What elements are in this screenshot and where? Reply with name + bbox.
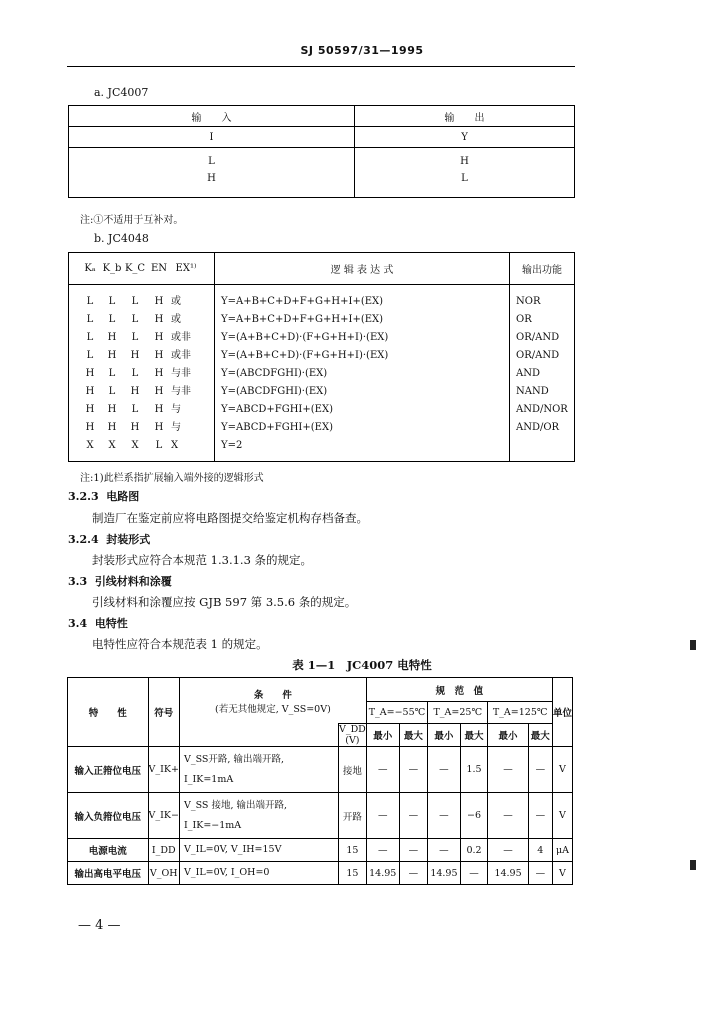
logic-expression: Y=(ABCDFGHI)·(EX) bbox=[221, 368, 328, 379]
k-value: L bbox=[131, 332, 139, 343]
k-value: L bbox=[86, 314, 94, 325]
characteristic: 输入负箝位电压 bbox=[68, 793, 149, 839]
k-value: L bbox=[86, 296, 94, 307]
table-c-header-t2: T_A=25℃ bbox=[428, 702, 488, 724]
ex-value: 与 bbox=[171, 404, 181, 415]
k-value: H bbox=[107, 350, 117, 361]
k-value: H bbox=[130, 350, 140, 361]
spec-value: 1.5 bbox=[460, 747, 488, 793]
unit: V bbox=[552, 793, 572, 839]
ex-value: 与非 bbox=[171, 368, 191, 379]
output-function bbox=[516, 437, 574, 455]
k-value: H bbox=[85, 422, 95, 433]
vdd-value: 接地 bbox=[338, 747, 366, 793]
output-function: AND bbox=[516, 368, 540, 379]
k-value: L bbox=[131, 404, 139, 415]
logic-expression: Y=(A+B+C+D)·(F+G+H+I)·(EX) bbox=[221, 332, 389, 343]
spec-value: — bbox=[366, 839, 399, 862]
cond-subtitle: (若无其他规定, V_SS=0V) bbox=[215, 703, 331, 715]
characteristic: 输出高电平电压 bbox=[68, 862, 149, 885]
characteristic: 电源电流 bbox=[68, 839, 149, 862]
spec-value: — bbox=[488, 747, 528, 793]
table-c bbox=[67, 677, 573, 885]
table-b-k-row bbox=[69, 293, 214, 311]
table-b-k-column bbox=[69, 285, 215, 462]
ex-label: EX¹⁾ bbox=[175, 263, 197, 274]
output-function: NAND bbox=[516, 386, 549, 397]
symbol: V_OH bbox=[148, 862, 179, 885]
k-value: H bbox=[154, 404, 164, 415]
scan-mark bbox=[690, 860, 696, 870]
table-c-header-char: 特 性 bbox=[68, 678, 149, 747]
k-value: H bbox=[85, 368, 95, 379]
table-b-header-expr: 逻 辑 表 达 式 bbox=[215, 253, 510, 285]
symbol: V_IK− bbox=[148, 793, 179, 839]
table-a-cell: H bbox=[460, 155, 469, 167]
k-value: L bbox=[108, 314, 116, 325]
section-number: 3.4 bbox=[68, 617, 88, 630]
spec-value: 14.95 bbox=[366, 862, 399, 885]
table-c-header-t3: T_A=125℃ bbox=[488, 702, 553, 724]
logic-expression: Y=(ABCDFGHI)·(EX) bbox=[221, 386, 328, 397]
vdd-value: 15 bbox=[338, 839, 366, 862]
header-min: 最小 bbox=[428, 724, 461, 747]
table-b-func-column bbox=[510, 285, 575, 462]
table-a-header-output: 输 出 bbox=[355, 106, 575, 127]
symbol: I_DD bbox=[148, 839, 179, 862]
condition bbox=[179, 747, 338, 793]
table-a-output-cell bbox=[355, 148, 575, 198]
ex-value: X bbox=[171, 440, 179, 451]
k-value: L bbox=[108, 386, 116, 397]
table-b-k-row bbox=[69, 347, 214, 365]
section-3-2-3 bbox=[68, 488, 139, 504]
table-b-k-row bbox=[69, 383, 214, 401]
k-value: H bbox=[154, 314, 164, 325]
characteristic: 输入正箝位电压 bbox=[68, 747, 149, 793]
logic-expression: Y=(A+B+C+D)·(F+G+H+I)·(EX) bbox=[221, 350, 389, 361]
table-row bbox=[68, 862, 573, 885]
section-title: 引线材料和涂覆 bbox=[94, 575, 172, 588]
k-value: H bbox=[130, 422, 140, 433]
condition bbox=[179, 862, 338, 885]
spec-value: — bbox=[460, 862, 488, 885]
table-a bbox=[68, 105, 575, 198]
spec-value: — bbox=[399, 862, 428, 885]
unit: V bbox=[552, 862, 572, 885]
table-a-subheader-i: I bbox=[69, 127, 355, 148]
logic-expression: Y=ABCD+FGHI+(EX) bbox=[221, 422, 333, 433]
unit: V bbox=[552, 747, 572, 793]
condition-line: V_SS 接地, 输出端开路, bbox=[183, 799, 288, 811]
table-a-note: 注:①不适用于互补对。 bbox=[80, 215, 184, 226]
logic-expression: Y=A+B+C+D+F+G+H+I+(EX) bbox=[221, 314, 384, 325]
k-b-label: K_b bbox=[102, 263, 122, 274]
table-b-caption: b. JC4048 bbox=[94, 232, 149, 245]
k-value: H bbox=[154, 386, 164, 397]
k-value: H bbox=[154, 422, 164, 433]
output-function: AND/OR bbox=[516, 422, 560, 433]
page-number: — 4 — bbox=[78, 918, 121, 933]
table-row bbox=[68, 839, 573, 862]
spec-value: — bbox=[428, 747, 461, 793]
table-c-header-sym: 符号 bbox=[148, 678, 179, 747]
k-value: L bbox=[131, 368, 139, 379]
condition-line: I_IK=1mA bbox=[183, 773, 234, 785]
spec-value: — bbox=[528, 793, 552, 839]
section-number: 3.2.3 bbox=[68, 490, 99, 503]
spec-value: — bbox=[366, 747, 399, 793]
output-function: AND/NOR bbox=[516, 404, 568, 415]
ex-value: 或非 bbox=[171, 332, 191, 343]
spec-value: — bbox=[399, 839, 428, 862]
cond-title: 条 件 bbox=[253, 689, 292, 701]
table-c-header-unit: 单位 bbox=[552, 678, 572, 747]
section-body: 引线材料和涂覆应按 GJB 597 第 3.5.6 条的规定。 bbox=[92, 595, 357, 609]
k-value: X bbox=[108, 440, 116, 451]
vdd-label: V_DD bbox=[338, 724, 366, 735]
section-number: 3.2.4 bbox=[68, 533, 99, 546]
condition bbox=[179, 793, 338, 839]
k-value: L bbox=[155, 440, 163, 451]
header-max: 最大 bbox=[528, 724, 552, 747]
k-value: L bbox=[108, 368, 116, 379]
table-c-header-vdd bbox=[338, 724, 366, 747]
spec-value: 4 bbox=[528, 839, 552, 862]
condition bbox=[179, 839, 338, 862]
output-function: NOR bbox=[516, 296, 541, 307]
unit: μA bbox=[552, 839, 572, 862]
table-c-cond-spacer bbox=[179, 724, 338, 747]
vdd-value: 开路 bbox=[338, 793, 366, 839]
spec-value: — bbox=[528, 747, 552, 793]
ex-value: 或非 bbox=[171, 350, 191, 361]
k-value: L bbox=[131, 296, 139, 307]
spec-value: 14.95 bbox=[428, 862, 461, 885]
output-function: OR/AND bbox=[516, 350, 560, 361]
k-value: L bbox=[131, 314, 139, 325]
table-a-subheader-y: Y bbox=[355, 127, 575, 148]
table-b-k-row bbox=[69, 419, 214, 437]
condition-line: V_IL=0V, V_IH=15V bbox=[183, 844, 282, 855]
table-c-header-spec: 规 范 值 bbox=[366, 678, 552, 702]
table-c-header-cond bbox=[179, 678, 366, 724]
spec-value: — bbox=[428, 839, 461, 862]
spec-value: 14.95 bbox=[488, 862, 528, 885]
condition-line: V_SS开路, 输出端开路, bbox=[183, 753, 284, 765]
output-function: OR/AND bbox=[516, 332, 560, 343]
table-c-title: 表 1—1 JC4007 电特性 bbox=[292, 658, 432, 672]
ex-value: 或 bbox=[171, 296, 181, 307]
scan-mark bbox=[690, 640, 696, 650]
spec-value: — bbox=[528, 862, 552, 885]
spec-value: — bbox=[399, 793, 428, 839]
k-value: X bbox=[131, 440, 139, 451]
k-value: X bbox=[86, 440, 94, 451]
header-max: 最大 bbox=[460, 724, 488, 747]
header-max: 最大 bbox=[399, 724, 428, 747]
table-b-expr-column bbox=[215, 285, 510, 462]
k-value: H bbox=[85, 386, 95, 397]
condition-line: I_IK=−1mA bbox=[183, 819, 242, 831]
table-b-k-row bbox=[69, 437, 214, 455]
table-a-cell: H bbox=[207, 172, 216, 184]
table-b bbox=[68, 252, 575, 462]
vdd-value: 15 bbox=[338, 862, 366, 885]
vdd-unit: (V) bbox=[345, 735, 360, 746]
section-title: 电特性 bbox=[94, 617, 128, 630]
table-a-caption: a. JC4007 bbox=[94, 86, 149, 99]
header-rule bbox=[67, 66, 575, 67]
k-value: H bbox=[107, 404, 117, 415]
table-a-header-input: 输 入 bbox=[69, 106, 355, 127]
section-number: 3.3 bbox=[68, 575, 88, 588]
k-value: H bbox=[154, 350, 164, 361]
ex-value: 与 bbox=[171, 422, 181, 433]
table-c-header-t1: T_A=−55℃ bbox=[366, 702, 427, 724]
k-value: H bbox=[130, 386, 140, 397]
k-value: H bbox=[85, 404, 95, 415]
spec-value: — bbox=[488, 839, 528, 862]
spec-value: — bbox=[428, 793, 461, 839]
spec-value: — bbox=[399, 747, 428, 793]
logic-expression: Y=ABCD+FGHI+(EX) bbox=[221, 404, 333, 415]
table-b-k-row bbox=[69, 401, 214, 419]
k-value: H bbox=[154, 296, 164, 307]
section-body: 电特性应符合本规范表 1 的规定。 bbox=[92, 637, 268, 651]
logic-expression: Y=A+B+C+D+F+G+H+I+(EX) bbox=[221, 296, 384, 307]
en-label: EN bbox=[150, 263, 168, 274]
table-b-k-row bbox=[69, 365, 214, 383]
section-3-2-4 bbox=[68, 531, 150, 547]
table-b-k-row bbox=[69, 329, 214, 347]
table-b-k-row bbox=[69, 311, 214, 329]
spec-value: — bbox=[366, 793, 399, 839]
symbol: V_IK+ bbox=[148, 747, 179, 793]
k-value: L bbox=[108, 296, 116, 307]
k-value: L bbox=[86, 350, 94, 361]
k-value: H bbox=[154, 332, 164, 343]
section-body: 制造厂在鉴定前应将电路图提交给鉴定机构存档备查。 bbox=[92, 511, 368, 525]
table-b-header-k bbox=[69, 253, 215, 285]
k-c-label: K_C bbox=[124, 263, 146, 274]
logic-expression: Y=2 bbox=[221, 440, 243, 451]
spec-value: — bbox=[488, 793, 528, 839]
condition-line: V_IL=0V, I_OH=0 bbox=[183, 867, 270, 878]
section-3-4 bbox=[68, 615, 128, 631]
k-value: H bbox=[107, 422, 117, 433]
ex-value: 与非 bbox=[171, 386, 191, 397]
section-title: 电路图 bbox=[106, 490, 140, 503]
table-row bbox=[68, 747, 573, 793]
section-title: 封装形式 bbox=[106, 533, 151, 546]
header-min: 最小 bbox=[488, 724, 528, 747]
document-code: SJ 50597/31—1995 bbox=[300, 44, 424, 57]
table-a-cell: L bbox=[461, 172, 468, 184]
table-b-header-func: 输出功能 bbox=[510, 253, 575, 285]
section-3-3 bbox=[68, 573, 172, 589]
table-a-input-cell bbox=[69, 148, 355, 198]
table-a-cell: L bbox=[208, 155, 215, 167]
k-a-label: Kₐ bbox=[84, 263, 96, 274]
table-row bbox=[68, 793, 573, 839]
spec-value: −6 bbox=[460, 793, 488, 839]
ex-value: 或 bbox=[171, 314, 181, 325]
header-min: 最小 bbox=[366, 724, 399, 747]
table-b-note: 注:1)此栏系指扩展输入端外接的逻辑形式 bbox=[80, 473, 264, 484]
section-body: 封装形式应符合本规范 1.3.1.3 条的规定。 bbox=[92, 553, 313, 567]
k-value: H bbox=[107, 332, 117, 343]
k-value: H bbox=[154, 368, 164, 379]
spec-value: 0.2 bbox=[460, 839, 488, 862]
k-value: L bbox=[86, 332, 94, 343]
output-function: OR bbox=[516, 314, 532, 325]
